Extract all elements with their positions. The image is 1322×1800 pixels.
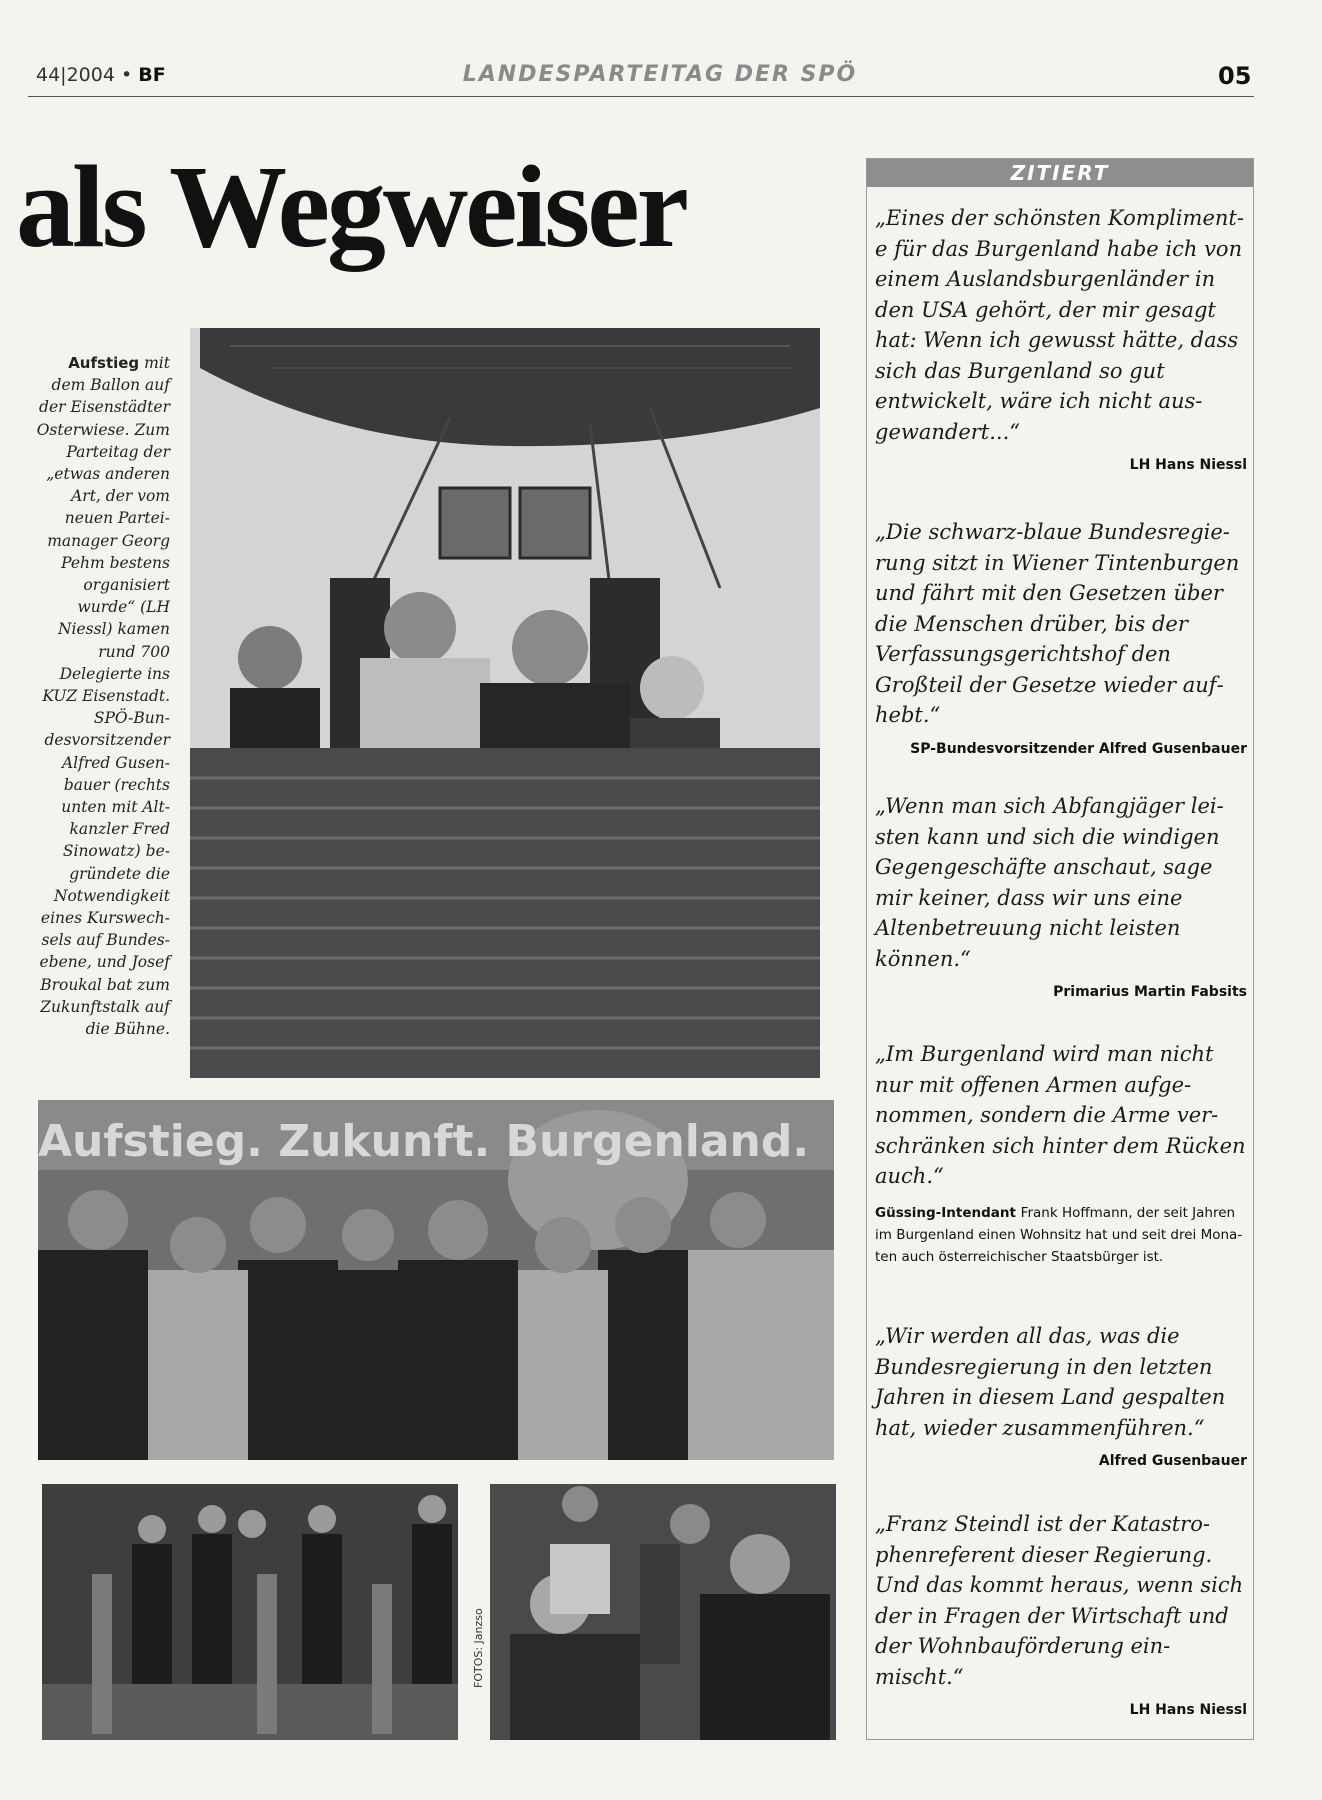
- group-photo: [38, 1100, 834, 1460]
- brand-name: BF: [138, 64, 166, 86]
- quote-item: [875, 517, 1247, 757]
- quote-text: „Im Burgenland wird man nicht nur mit offenen Armen aufgenommen, sondern die Arme verschränken sich hinter dem Rücken auch.“: [875, 1042, 1246, 1188]
- quote-text: „Franz Steindl ist der Katastrophenreferent dieser Regierung. Und das kommt heraus, wenn sich der in Fragen der Wirtschaft und der Wohnbauförderung einmischt.“: [875, 1512, 1244, 1689]
- stage-photo: [42, 1484, 458, 1740]
- caption-lead: Aufstieg: [68, 354, 140, 372]
- quote-item: [875, 791, 1247, 1000]
- quote-text: „Wenn man sich Abfangjäger leisten kann und sich die windigen Gegengeschäfte anschaut, sage mir keiner, dass wir uns eine Altenbetreuung nicht leisten können.“: [875, 794, 1224, 971]
- quote-item: [875, 1321, 1247, 1469]
- quote-source: Primarius Martin Fabsits: [1053, 984, 1247, 1000]
- quote-item: [875, 1039, 1247, 1268]
- quote-source-detail: Frank Hoffmann, der seit Jahren im Burgenland einen Wohnsitz hat und seit drei Monaten auch österreichischer Staatsbürger ist.: [875, 1204, 1243, 1265]
- balloon-photo: [190, 328, 820, 1078]
- bullet-separator: •: [120, 64, 133, 86]
- quote-source: LH Hans Niessl: [1129, 1702, 1247, 1718]
- photo-credit: FOTOS: Janzso: [472, 1608, 485, 1688]
- issue-label: [36, 64, 166, 86]
- quote-text: „Die schwarz-blaue Bundesregierung sitzt in Wiener Tintenburgen und fährt mit den Gesetzen über die Menschen drüber, bis der Verfassungsgerichtshof den Großteil der Gesetze wieder aufhebt.“: [875, 520, 1240, 727]
- caption-text: mit dem Ballon auf der Eisenstädter Osterwiese. Zum Parteitag der „etwas anderen Art, der vom neuen Parteimanager Georg Pehm bestens organisiert wurde“ (LH Niessl) kamen rund 700 Delegierte ins KUZ Eisenstadt. SPÖ-Bundesvorsitzender Alfred Gusenbauer (rechts unten mit Altkanzler Fred Sinowatz) begründete die Notwendigkeit eines Kurswechsels auf Bundesebene, und Josef Broukal bat zum Zukunftstalk auf die Bühne.: [36, 354, 170, 1039]
- quote-source: LH Hans Niessl: [1129, 457, 1247, 473]
- quotes-title: ZITIERT: [867, 159, 1253, 187]
- article-headline: als Wegweiser: [16, 141, 686, 272]
- quote-source: [875, 1202, 1247, 1268]
- page-number: 05: [1218, 62, 1252, 90]
- quote-text: „Wir werden all das, was die Bundesregierung in den letzten Jahren in diesem Land gespalten hat, wieder zusammenführen.“: [875, 1324, 1226, 1440]
- photo-caption: [36, 352, 170, 1040]
- handshake-photo: [490, 1484, 836, 1740]
- quotes-sidebar: [866, 158, 1254, 1740]
- section-title: LANDESPARTEITAG DER SPÖ: [462, 62, 858, 87]
- issue-number: 44|2004: [36, 64, 115, 86]
- banner-text: Aufstieg. Zukunft. Burgenland.: [38, 1116, 810, 1167]
- quote-source: Alfred Gusenbauer: [1098, 1453, 1247, 1469]
- quote-item: [875, 203, 1247, 473]
- quote-item: [875, 1509, 1247, 1718]
- header-divider: [28, 96, 1254, 97]
- quote-source: SP-Bundesvorsitzender Alfred Gusenbauer: [910, 740, 1247, 757]
- quote-source-role: Güssing-Intendant: [875, 1204, 1016, 1221]
- quote-text: „Eines der schönsten Komplimente für das Burgenland habe ich von einem Auslandsburgenländer in den USA gehört, der mir gesagt hat: Wenn ich gewusst hätte, dass sich das Burgenland so gut entwickelt, wäre ich nicht ausgewandert...“: [875, 206, 1244, 444]
